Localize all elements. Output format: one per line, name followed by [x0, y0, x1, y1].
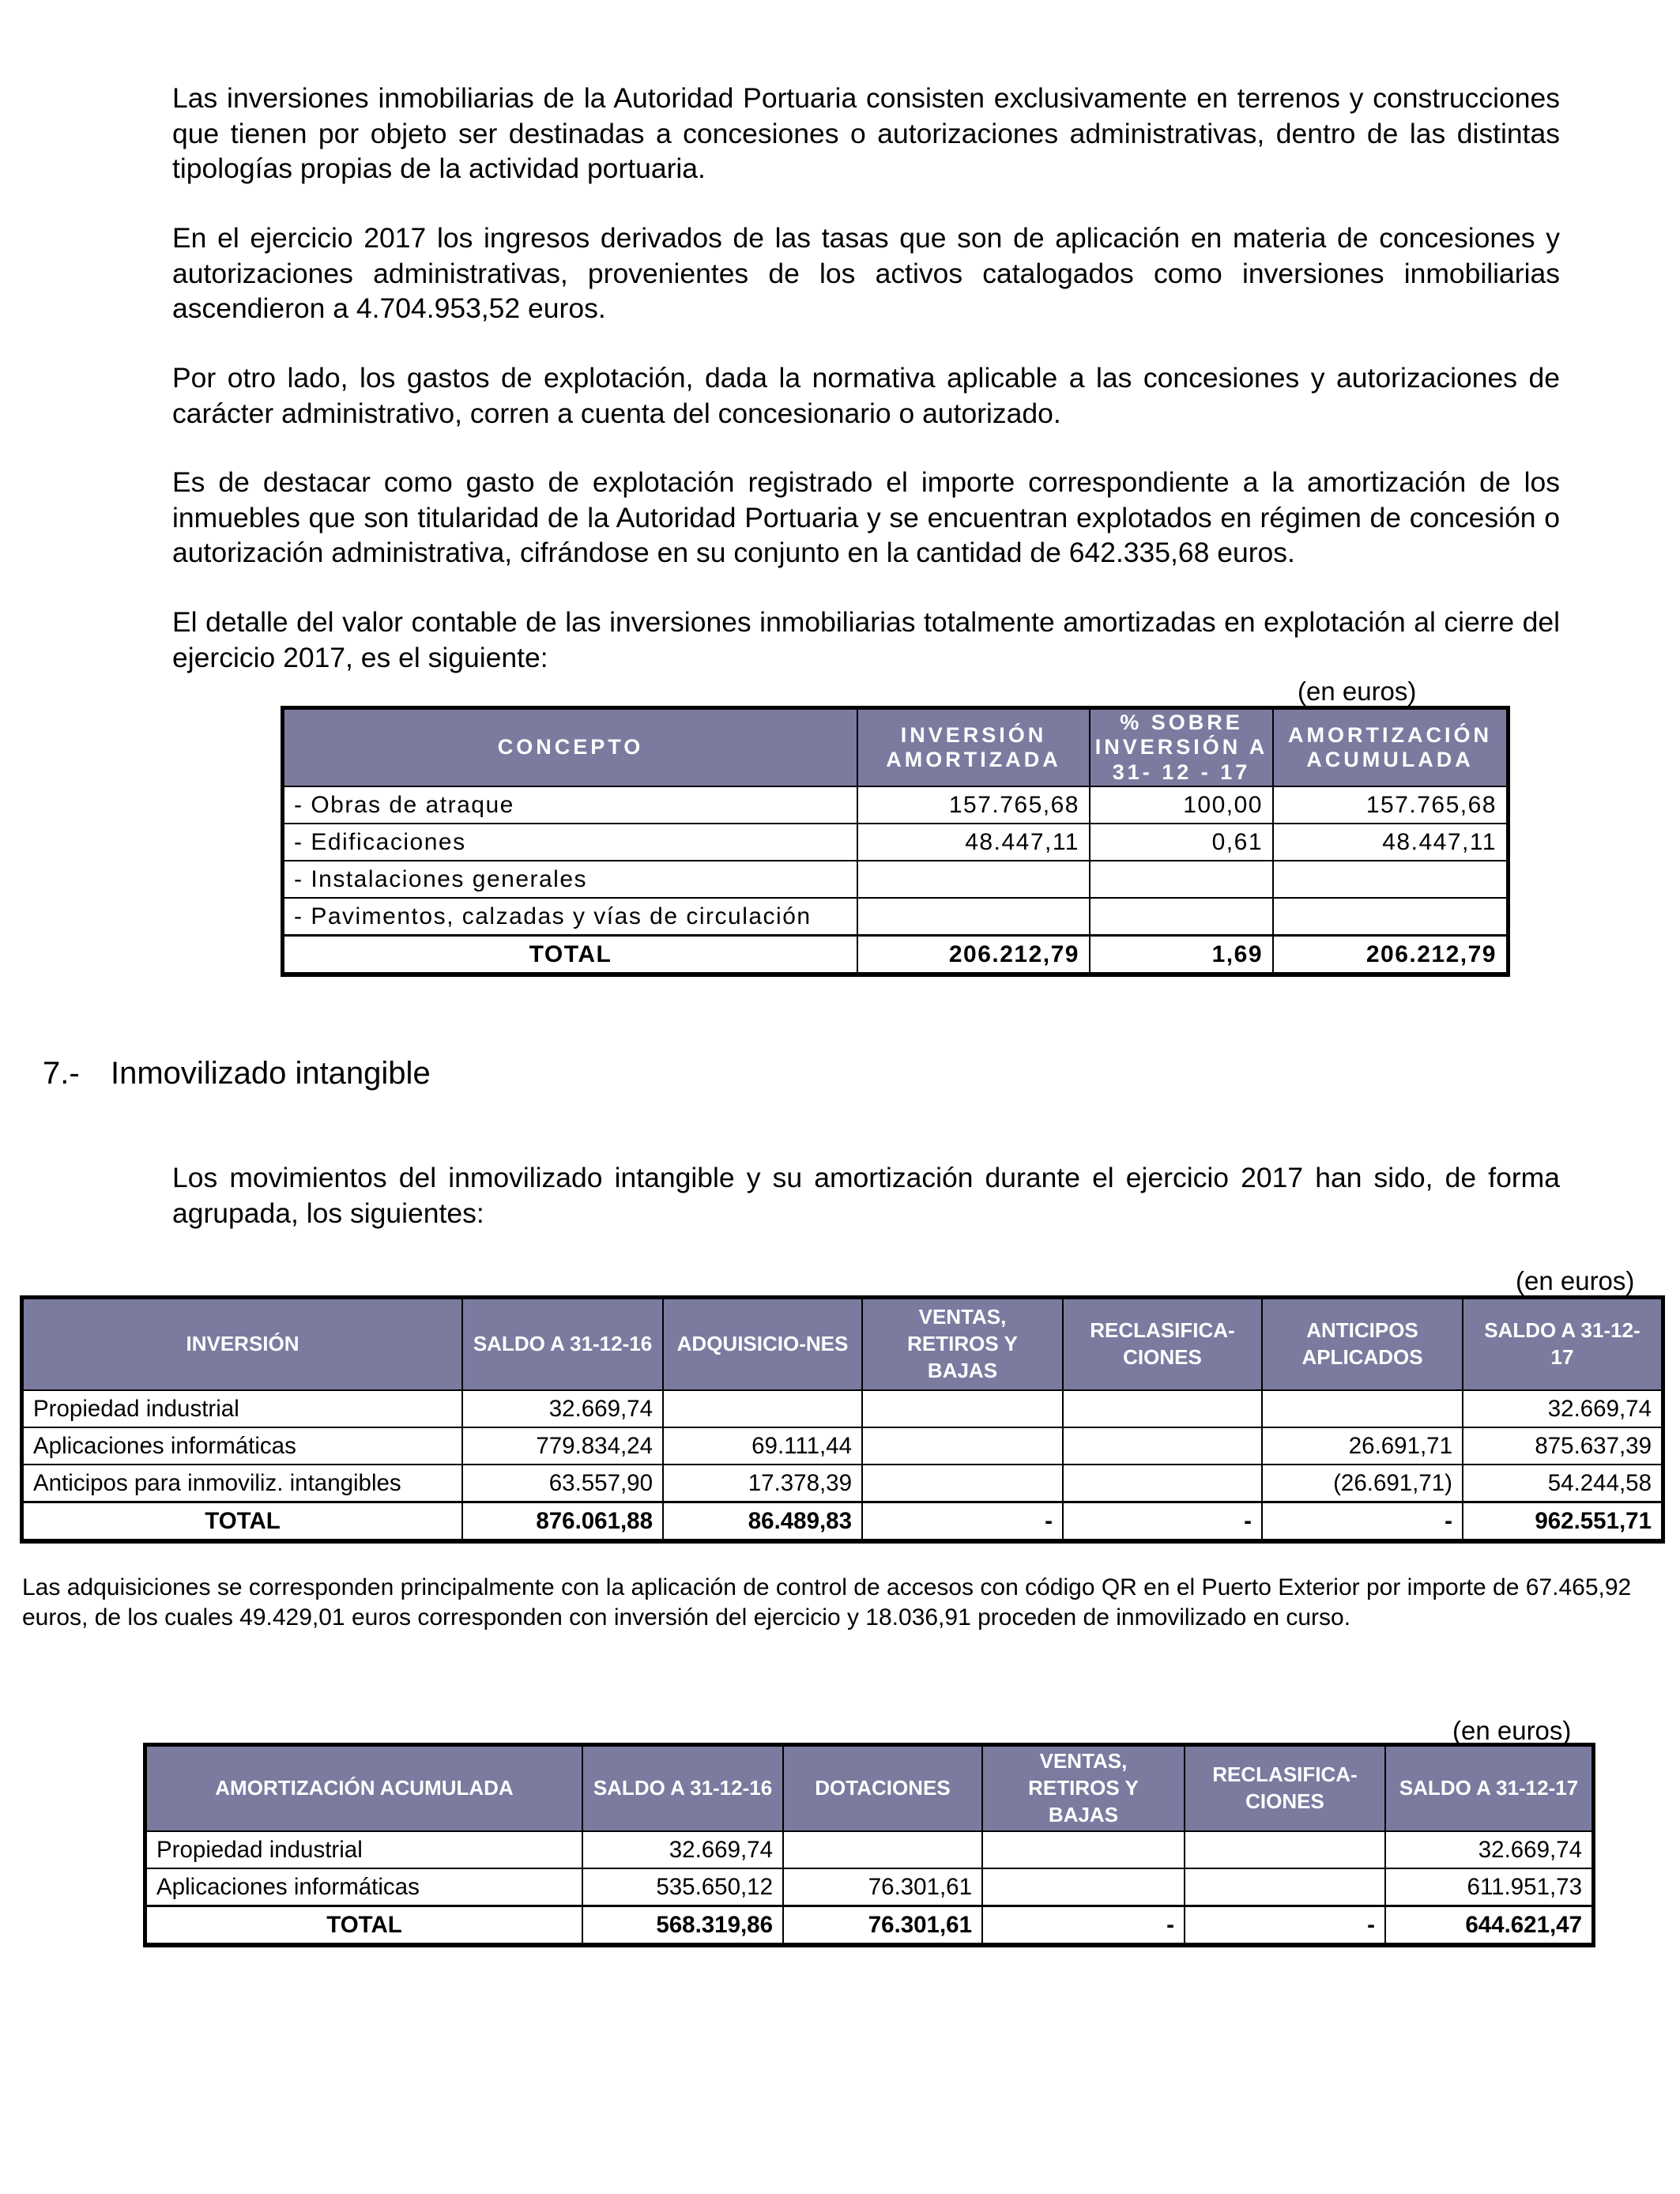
- cell-value: 63.557,90: [462, 1465, 663, 1502]
- total-value: -: [1262, 1502, 1463, 1540]
- cell-value: [982, 1868, 1185, 1906]
- header-ventas-retiros: VENTAS, RETIROS Y BAJAS: [982, 1746, 1185, 1831]
- total-value: -: [1185, 1906, 1385, 1944]
- unit-label-table1: (en euros): [1298, 677, 1417, 706]
- cell-concepto: - Obras de atraque: [284, 786, 857, 824]
- cell-value: [862, 1427, 1063, 1465]
- cell-value: 54.244,58: [1463, 1465, 1662, 1502]
- section-number: 7.-: [43, 1056, 80, 1091]
- table-row: [146, 1831, 1592, 1868]
- table-header-row: [146, 1746, 1592, 1831]
- cell-value: 48.447,11: [857, 824, 1090, 861]
- cell-value: [1090, 861, 1273, 898]
- cell-value: [1185, 1831, 1385, 1868]
- total-value: 962.551,71: [1463, 1502, 1662, 1540]
- cell-value: [1063, 1390, 1262, 1427]
- cell-value: 535.650,12: [582, 1868, 783, 1906]
- unit-label-table3: (en euros): [1452, 1716, 1572, 1745]
- table-total-row: [284, 936, 1507, 974]
- cell-value: [783, 1831, 982, 1868]
- cell-value: [862, 1390, 1063, 1427]
- unit-label-table2: (en euros): [1516, 1266, 1635, 1295]
- cell-value: [1273, 861, 1507, 898]
- header-ventas-retiros: VENTAS, RETIROS Y BAJAS: [862, 1299, 1063, 1390]
- header-inversion-amortizada: INVERSIÓN AMORTIZADA: [857, 709, 1090, 786]
- cell-value: [1262, 1390, 1463, 1427]
- cell-value: 32.669,74: [1385, 1831, 1592, 1868]
- cell-concepto: - Instalaciones generales: [284, 861, 857, 898]
- inversiones-amortizadas-table: [283, 708, 1508, 974]
- section-title: Inmovilizado intangible: [111, 1056, 431, 1091]
- table-header-row: [284, 709, 1507, 786]
- total-value: 876.061,88: [462, 1502, 663, 1540]
- cell-value: [1063, 1465, 1262, 1502]
- paragraph-amortizacion: Es de destacar como gasto de explotación registrado el importe correspondiente a la amortización de los inmuebles que son titularidad de la Autoridad Portuaria y se encuentran explotados en régimen de concesión o autorización administrativa, cifrándose en su conjunto en la cantidad de 642.335,68 euros.: [172, 466, 1560, 568]
- header-dotaciones: DOTACIONES: [783, 1746, 982, 1831]
- inmovilizado-intangible-table: [22, 1298, 1663, 1541]
- cell-concepto: - Edificaciones: [284, 824, 857, 861]
- cell-value: [862, 1465, 1063, 1502]
- paragraph-gastos-explotacion: Por otro lado, los gastos de explotación, dada la normativa aplicable a las concesiones y autorizaciones de carácter administrativo, corren a cuenta del concesionario o autorizado.: [172, 362, 1560, 429]
- cell-value: [1185, 1868, 1385, 1906]
- total-label: TOTAL: [23, 1502, 462, 1540]
- paragraph-ingresos-tasas: En el ejercicio 2017 los ingresos derivados de las tasas que son de aplicación en materia de concesiones y autorizaciones administrativas, provenientes de los activos catalogados como inversiones inmobiliarias ascendieron a 4.704.953,52 euros.: [172, 222, 1560, 324]
- cell-value: 875.637,39: [1463, 1427, 1662, 1465]
- table-row: [23, 1390, 1662, 1427]
- cell-value: [663, 1390, 862, 1427]
- cell-concepto: - Pavimentos, calzadas y vías de circulación: [284, 898, 857, 936]
- table-total-row: [146, 1906, 1592, 1944]
- cell-concepto: Anticipos para inmoviliz. intangibles: [23, 1465, 462, 1502]
- table-row: [284, 786, 1507, 824]
- header-inversion: INVERSIÓN: [23, 1299, 462, 1390]
- adquisiciones-note: Las adquisiciones se corresponden principalmente con la aplicación de control de accesos con código QR en el Puerto Exterior por importe de 67.465,92 euros, de los cuales 49.429,01 euros corresponden con inversión del ejercicio y 18.036,91 proceden de inmovilizado en curso.: [22, 1574, 1632, 1630]
- cell-value: 157.765,68: [857, 786, 1090, 824]
- table-row: [284, 861, 1507, 898]
- paragraph-inversiones-inmobiliarias: Las inversiones inmobiliarias de la Autoridad Portuaria consisten exclusivamente en terrenos y construcciones que tienen por objeto ser destinadas a concesiones o autorizaciones administrativas, dentro de las distintas tipologías propias de la actividad portuaria.: [172, 82, 1560, 184]
- cell-value: [982, 1831, 1185, 1868]
- cell-value: 0,61: [1090, 824, 1273, 861]
- cell-value: [857, 861, 1090, 898]
- header-amortizacion-acumulada: AMORTIZACIÓN ACUMULADA: [1273, 709, 1507, 786]
- table-header-row: [23, 1299, 1662, 1390]
- cell-value: 157.765,68: [1273, 786, 1507, 824]
- cell-value: 32.669,74: [462, 1390, 663, 1427]
- header-amortizacion-acumulada: AMORTIZACIÓN ACUMULADA: [146, 1746, 582, 1831]
- header-saldo-inicial: SALDO A 31-12-16: [582, 1746, 783, 1831]
- total-value: 1,69: [1090, 936, 1273, 974]
- cell-value: 100,00: [1090, 786, 1273, 824]
- cell-value: (26.691,71): [1262, 1465, 1463, 1502]
- cell-concepto: Aplicaciones informáticas: [23, 1427, 462, 1465]
- header-saldo-final: SALDO A 31-12-17: [1463, 1299, 1662, 1390]
- cell-value: 48.447,11: [1273, 824, 1507, 861]
- header-reclasificaciones: RECLASIFICA-CIONES: [1185, 1746, 1385, 1831]
- cell-value: 69.111,44: [663, 1427, 862, 1465]
- cell-value: [1090, 898, 1273, 936]
- header-anticipos-aplicados: ANTICIPOS APLICADOS: [1262, 1299, 1463, 1390]
- total-value: 206.212,79: [857, 936, 1090, 974]
- total-value: -: [982, 1906, 1185, 1944]
- total-label: TOTAL: [284, 936, 857, 974]
- table-row: [23, 1427, 1662, 1465]
- total-value: 76.301,61: [783, 1906, 982, 1944]
- header-saldo-inicial: SALDO A 31-12-16: [462, 1299, 663, 1390]
- cell-value: [857, 898, 1090, 936]
- total-value: 206.212,79: [1273, 936, 1507, 974]
- cell-value: 32.669,74: [1463, 1390, 1662, 1427]
- header-saldo-final: SALDO A 31-12-17: [1385, 1746, 1592, 1831]
- table-row: [146, 1868, 1592, 1906]
- cell-value: [1273, 898, 1507, 936]
- amortizacion-acumulada-table: [145, 1745, 1593, 1945]
- table-total-row: [23, 1502, 1662, 1540]
- cell-value: 32.669,74: [582, 1831, 783, 1868]
- cell-value: 76.301,61: [783, 1868, 982, 1906]
- total-value: -: [1063, 1502, 1262, 1540]
- cell-value: 611.951,73: [1385, 1868, 1592, 1906]
- total-value: 86.489,83: [663, 1502, 862, 1540]
- table-row: [23, 1465, 1662, 1502]
- header-concepto: CONCEPTO: [284, 709, 857, 786]
- total-value: 644.621,47: [1385, 1906, 1592, 1944]
- cell-concepto: Aplicaciones informáticas: [146, 1868, 582, 1906]
- cell-concepto: Propiedad industrial: [146, 1831, 582, 1868]
- cell-value: 26.691,71: [1262, 1427, 1463, 1465]
- total-value: -: [862, 1502, 1063, 1540]
- header-adquisiciones: ADQUISICIO-NES: [663, 1299, 862, 1390]
- table-row: [284, 898, 1507, 936]
- cell-value: 779.834,24: [462, 1427, 663, 1465]
- total-value: 568.319,86: [582, 1906, 783, 1944]
- paragraph-detalle-valor: El detalle del valor contable de las inversiones inmobiliarias totalmente amortizadas en explotación al cierre del ejercicio 2017, es el siguiente:: [172, 606, 1560, 673]
- total-label: TOTAL: [146, 1906, 582, 1944]
- header-porcentaje: % SOBRE INVERSIÓN A 31- 12 - 17: [1090, 709, 1273, 786]
- section-heading: [43, 1054, 431, 1092]
- section-intro: Los movimientos del inmovilizado intangible y su amortización durante el ejercicio 2017 han sido, de forma agrupada, los siguientes:: [172, 1162, 1560, 1229]
- cell-value: 17.378,39: [663, 1465, 862, 1502]
- cell-value: [1063, 1427, 1262, 1465]
- cell-concepto: Propiedad industrial: [23, 1390, 462, 1427]
- header-reclasificaciones: RECLASIFICA-CIONES: [1063, 1299, 1262, 1390]
- table-row: [284, 824, 1507, 861]
